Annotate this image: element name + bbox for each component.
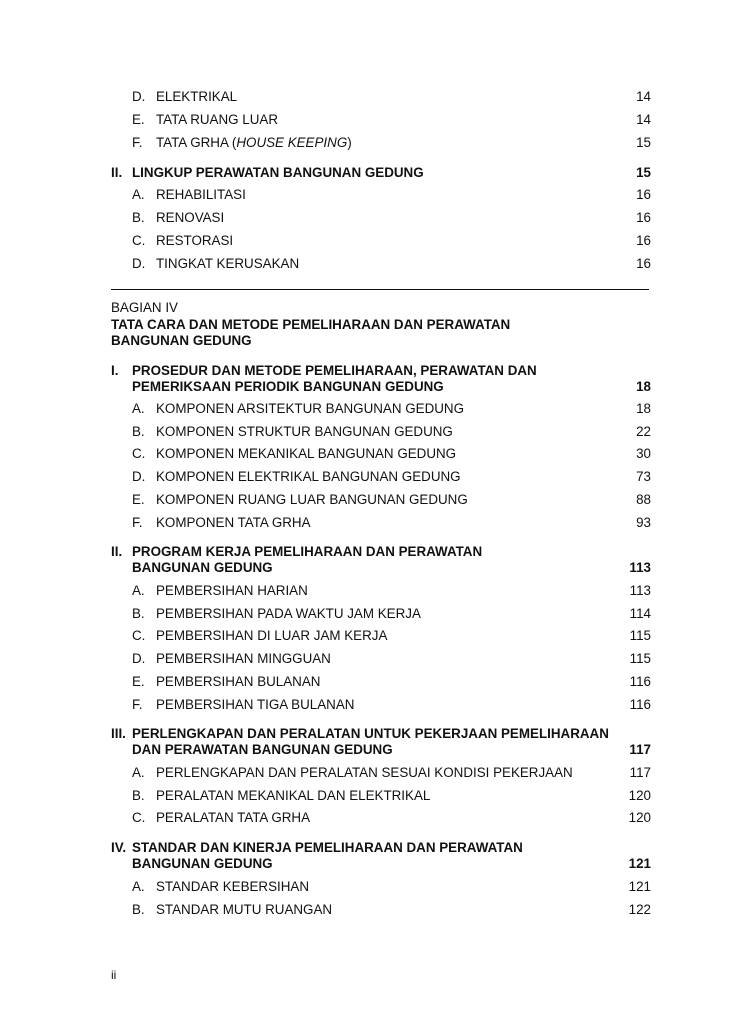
toc-item: B. PERALATAN MEKANIKAL DAN ELEKTRIKAL (132, 788, 431, 803)
toc-item: B. STANDAR MUTU RUANGAN (132, 902, 333, 917)
toc-item: C. KOMPONEN MEKANIKAL BANGUNAN GEDUNG (132, 446, 457, 461)
page-number: 113 (629, 583, 651, 598)
toc-item: B. RENOVASI (132, 210, 225, 225)
toc-item: C. RESTORASI (132, 233, 234, 248)
toc-item: D. PEMBERSIHAN MINGGUAN (132, 651, 331, 666)
page-number: 121 (628, 879, 651, 894)
toc-item: F. PEMBERSIHAN TIGA BULANAN (132, 697, 355, 712)
section-heading: III. PERLENGKAPAN DAN PERALATAN UNTUK PEKERJAAN PEMELIHARAAN (111, 726, 609, 741)
page-number: 122 (628, 902, 651, 917)
page-number: 117 (629, 765, 651, 780)
section-heading-cont: DAN PERAWATAN BANGUNAN GEDUNG (132, 742, 393, 757)
part-label: BAGIAN IV (111, 300, 178, 315)
toc-item: E. KOMPONEN RUANG LUAR BANGUNAN GEDUNG (132, 492, 468, 507)
toc-item: F. KOMPONEN TATA GRHA (132, 515, 311, 530)
page-number: 121 (628, 856, 651, 871)
page-number: 22 (636, 424, 651, 439)
page-number: 116 (629, 674, 651, 689)
footer-page-number: ii (111, 968, 117, 982)
page-number: 16 (636, 233, 651, 248)
page-number: 120 (628, 810, 651, 825)
section-heading: I. PROSEDUR DAN METODE PEMELIHARAAN, PERAWATAN DAN (111, 363, 537, 378)
page-number: 14 (636, 112, 651, 127)
section-heading-cont: BANGUNAN GEDUNG (132, 856, 273, 871)
page-number: 15 (636, 135, 651, 150)
toc-item: A. PEMBERSIHAN HARIAN (132, 583, 308, 598)
toc-item: E. TATA RUANG LUAR (132, 112, 279, 127)
toc-item: A. PERLENGKAPAN DAN PERALATAN SESUAI KONDISI PEKERJAAN (132, 765, 573, 780)
part-title-line2: BANGUNAN GEDUNG (111, 333, 252, 348)
page-number: 115 (629, 628, 651, 643)
section-heading-cont: PEMERIKSAAN PERIODIK BANGUNAN GEDUNG (132, 379, 444, 394)
page-number: 120 (628, 788, 651, 803)
page-number: 93 (636, 515, 651, 530)
section-heading: II. LINGKUP PERAWATAN BANGUNAN GEDUNG (111, 165, 424, 180)
toc-item: B. KOMPONEN STRUKTUR BANGUNAN GEDUNG (132, 424, 453, 439)
toc-item: E. PEMBERSIHAN BULANAN (132, 674, 321, 689)
toc-item: A. REHABILITASI (132, 187, 246, 202)
page-number: 16 (636, 187, 651, 202)
toc-item: C. PERALATAN TATA GRHA (132, 810, 311, 825)
page-number: 14 (636, 89, 651, 104)
page-number: 16 (636, 210, 651, 225)
page-number: 18 (636, 379, 651, 394)
page-number: 30 (636, 446, 651, 461)
page-number: 88 (636, 492, 651, 507)
section-heading: II. PROGRAM KERJA PEMELIHARAAN DAN PERAWATAN (111, 544, 483, 559)
page-number: 114 (629, 606, 651, 621)
part-title-line1: TATA CARA DAN METODE PEMELIHARAAN DAN PERAWATAN (111, 317, 511, 332)
toc-item: C. PEMBERSIHAN DI LUAR JAM KERJA (132, 628, 388, 643)
page-number: 116 (629, 697, 651, 712)
toc-item: B. PEMBERSIHAN PADA WAKTU JAM KERJA (132, 606, 421, 621)
toc-item: D. TINGKAT KERUSAKAN (132, 256, 300, 271)
section-heading-cont: BANGUNAN GEDUNG (132, 560, 273, 575)
page-number: 16 (636, 256, 651, 271)
toc-item: F. TATA GRHA (HOUSE KEEPING) (132, 135, 352, 150)
page-number: 73 (636, 469, 651, 484)
page-number: 18 (636, 401, 651, 416)
toc-item: D. KOMPONEN ELEKTRIKAL BANGUNAN GEDUNG (132, 469, 461, 484)
page-number: 113 (629, 560, 651, 575)
toc-item: A. STANDAR KEBERSIHAN (132, 879, 310, 894)
page-number: 115 (629, 651, 651, 666)
page-number: 117 (629, 742, 651, 757)
page-number: 15 (636, 165, 651, 180)
toc-item: D. ELEKTRIKAL (132, 89, 238, 104)
toc-item: A. KOMPONEN ARSITEKTUR BANGUNAN GEDUNG (132, 401, 465, 416)
section-heading: IV. STANDAR DAN KINERJA PEMELIHARAAN DAN PERAWATAN (111, 840, 523, 855)
divider (111, 289, 649, 290)
